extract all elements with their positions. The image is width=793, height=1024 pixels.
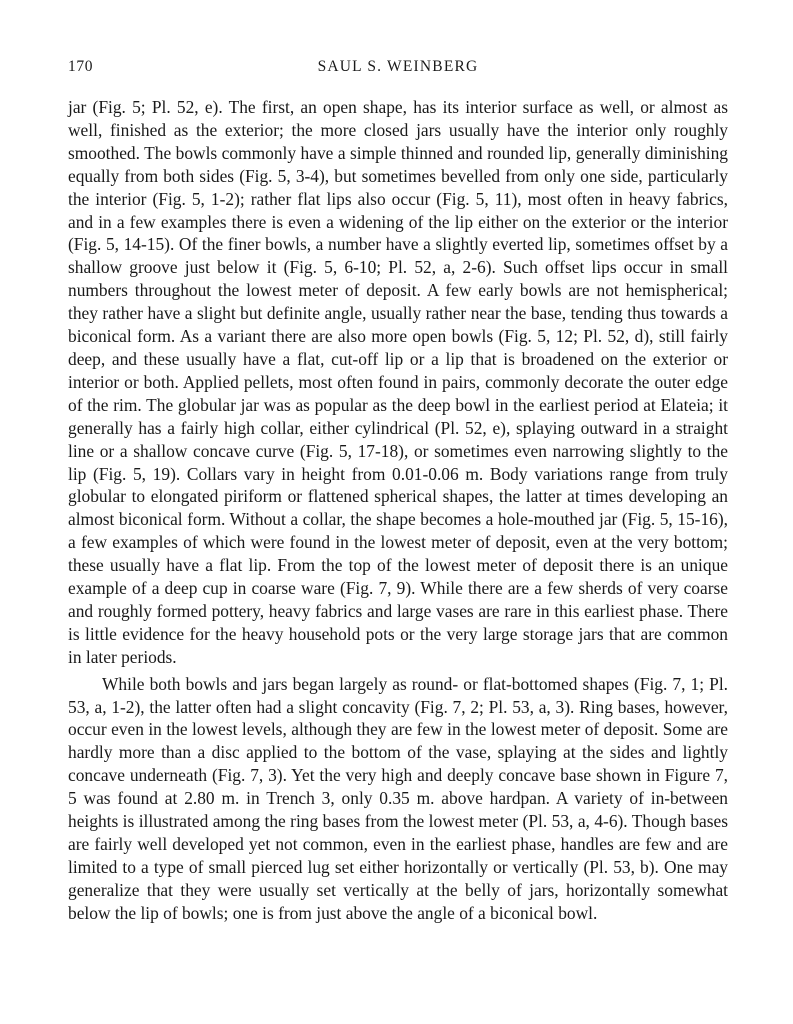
page-number: 170 <box>68 58 94 75</box>
paragraph-continued: jar (Fig. 5; Pl. 52, e). The first, an open shape, has its interior surface as well, or almost as well, finished as the exterior; the more closed jars usually have the interior only roughly smoothed. The bowls commonly have a simple thinned and rounded lip, generally diminishing equally from both sides (Fig. 5, 3-4), but sometimes bevelled from only one side, particularly the interior (Fig. 5, 1-2); rather flat lips also occur (Fig. 5, 11), most often in heavy fabrics, and in a few examples there is even a widening of the lip either on the exterior or the interior (Fig. 5, 14-15). Of the finer bowls, a number have a slightly everted lip, sometimes offset by a shallow groove just below it (Fig. 5, 6-10; Pl. 52, a, 2-6). Such offset lips occur in small numbers throughout the lowest meter of deposit. A few early bowls are not hemispherical; they rather have a slight but definite angle, usually rather near the base, tending thus towards a biconical form. As a variant there are also more open bowls (Fig. 5, 12; Pl. 52, d), still fairly deep, and these usually have a flat, cut-off lip or a lip that is broadened on the exterior or interior or both. Applied pellets, most often found in pairs, commonly decorate the outer edge of the rim. The globular jar was as popular as the deep bowl in the earliest period at Elateia; it generally has a fairly high collar, either cylindrical (Pl. 52, e), splaying outward in a straight line or a shallow concave curve (Fig. 5, 17-18), or sometimes even narrowing slightly to the lip (Fig. 5, 19). Collars vary in height from 0.01-0.06 m. Body variations range from truly globular to elongated piriform or flattened spherical shapes, the latter at times developing an almost biconical form. Without a collar, the shape becomes a hole-mouthed jar (Fig. 5, 15-16), a few examples of which were found in the lowest meter of deposit, even at the very bottom; these usually have a flat lip. From the top of the lowest meter of deposit there is an unique example of a deep cup in coarse ware (Fig. 7, 9). While there are a few sherds of very coarse and roughly formed pottery, heavy fabrics and large vases are rare in this earliest phase. There is little evidence for the heavy household pots or the very large storage jars that are common in later periods. <box>68 97 728 667</box>
paragraph: While both bowls and jars began largely as round- or flat-bottomed shapes (Fig. 7, 1; Pl. 53, a, 1-2), the latter often had a slight concavity (Fig. 7, 2; Pl. 53, a, 3). Ring bases, however, occur even in the lowest levels, although they are few in the lowest meter of deposit. Some are hardly more than a disc applied to the bottom of the vase, splaying at the sides and lightly concave underneath (Fig. 7, 3). Yet the very high and deeply concave base shown in Figure 7, 5 was found at 2.80 m. in Trench 3, only 0.35 m. above hardpan. A variety of in-between heights is illustrated among the ring bases from the lowest meter (Pl. 53, a, 4-6). Though bases are fairly well developed yet not common, even in the earliest phase, handles are few and are limited to a type of small pierced lug set either horizontally or vertically (Pl. 53, b). One may generalize that they were usually set vertically at the belly of jars, horizontally somewhat below the lip of bowls; one is from just above the angle of a biconical bowl. <box>68 673 728 923</box>
running-head <box>68 58 728 80</box>
running-head-author: SAUL S. WEINBERG <box>317 58 479 75</box>
page <box>68 58 728 925</box>
body-text <box>68 96 728 925</box>
